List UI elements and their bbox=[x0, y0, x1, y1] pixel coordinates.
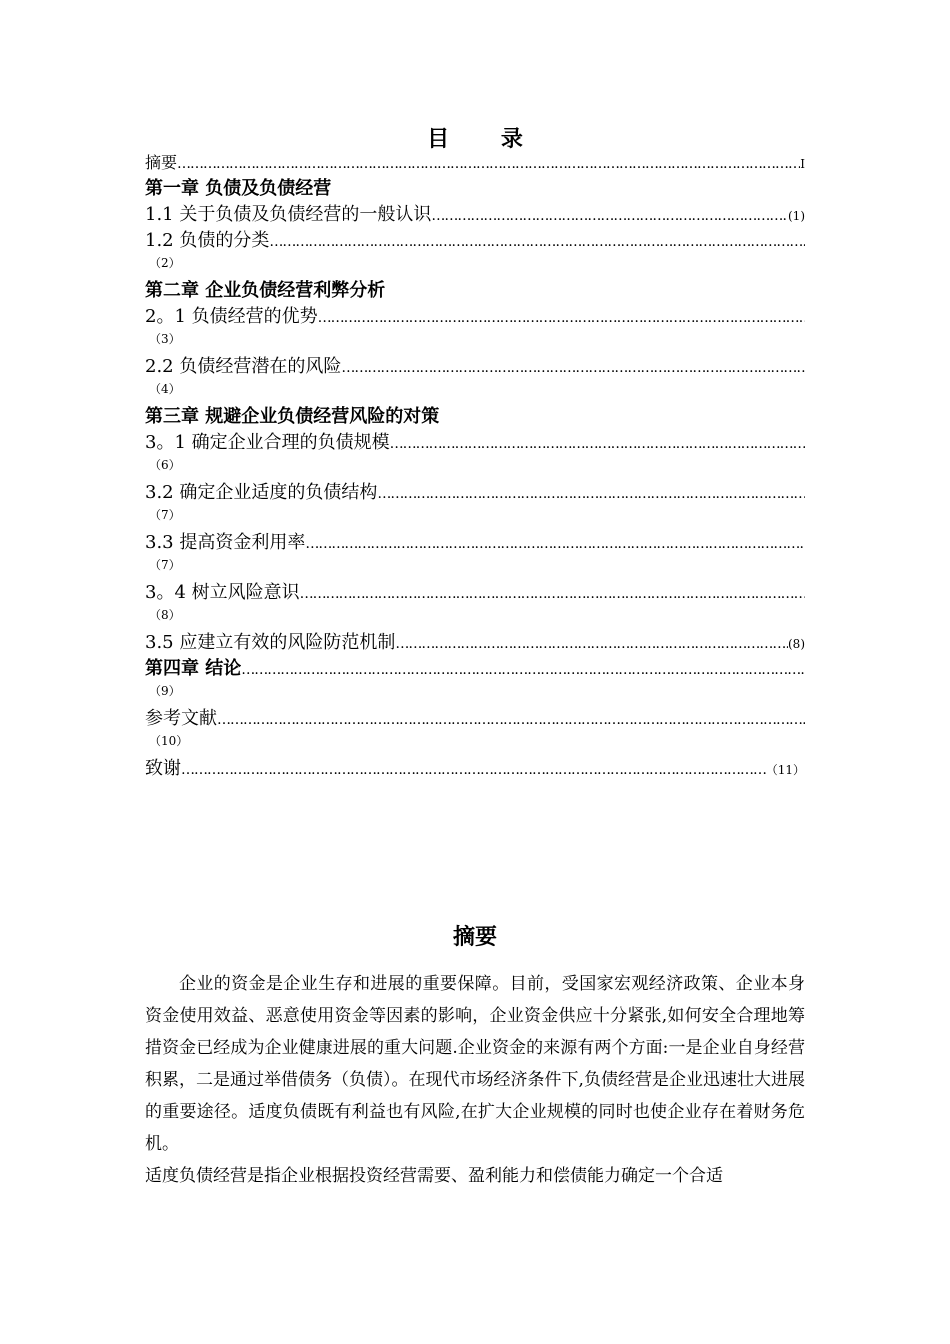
toc-entry-label: 3。1 确定企业合理的负债规模 bbox=[145, 432, 390, 453]
toc-entry-label: 3.5 应建立有效的风险防范机制 bbox=[145, 632, 396, 653]
toc-leader-dots bbox=[181, 757, 766, 782]
toc-leader-dots bbox=[300, 581, 805, 606]
toc-entry-page: （7） bbox=[149, 558, 181, 572]
toc-entry-chapter-4[interactable] bbox=[145, 656, 805, 682]
toc-entry-page: （3） bbox=[149, 332, 181, 346]
toc-entry-page: （6） bbox=[149, 458, 181, 472]
toc-entry-3-1[interactable] bbox=[145, 430, 805, 456]
toc-leader-dots bbox=[241, 657, 805, 682]
toc-entry-chapter-3[interactable] bbox=[145, 404, 805, 430]
toc-entry-label: 第一章 负债及负债经营 bbox=[145, 178, 332, 199]
abstract-paragraph: 企业的资金是企业生存和进展的重要保障。目前，受国家宏观经济政策、企业本身资金使用效益、恶意使用资金等因素的影响，企业资金供应十分紧张,如何安全合理地筹措资金已经成为企业健康进展的重大问题.企业资金的来源有两个方面:一是企业自身经营积累，二是通过举借债务（负债）。在现代市场经济条件下,负债经营是企业迅速壮大进展的重要途径。适度负债既有利益也有风险,在扩大企业规模的同时也使企业存在着财务危机。 bbox=[145, 974, 805, 1154]
toc-leader-dots bbox=[305, 531, 805, 556]
toc-title: 目 录 bbox=[427, 126, 545, 152]
abstract-body bbox=[145, 968, 805, 1192]
toc-entry-1-2[interactable] bbox=[145, 228, 805, 254]
toc-entry-page: （11） bbox=[765, 763, 805, 777]
toc-entry-label: 第三章 规避企业负债经营风险的对策 bbox=[145, 406, 440, 427]
toc-entry-label: 3。4 树立风险意识 bbox=[145, 582, 300, 603]
toc-entry-page: （8） bbox=[149, 608, 181, 622]
abstract-paragraph: 适度负债经营是指企业根据投资经营需要、盈利能力和偿债能力确定一个合适 bbox=[145, 1166, 723, 1186]
toc-leader-dots bbox=[318, 305, 805, 330]
toc-entry-label: 3.2 确定企业适度的负债结构 bbox=[145, 482, 378, 503]
toc-entry-page: （4） bbox=[149, 382, 181, 396]
toc-entry-page: (8) bbox=[788, 637, 805, 651]
toc-entry-references[interactable] bbox=[145, 706, 805, 732]
toc-entry-page: （9） bbox=[149, 684, 181, 698]
toc-entry-label: 1.1 关于负债及负债经营的一般认识 bbox=[145, 204, 432, 225]
toc-entry-label: 3.3 提高资金利用率 bbox=[145, 532, 306, 553]
toc-entry-1-1[interactable] bbox=[145, 202, 805, 228]
toc-leader-dots bbox=[377, 481, 805, 506]
toc-entry-label: 第二章 企业负债经营利弊分析 bbox=[145, 280, 386, 301]
toc-entry-3-5[interactable] bbox=[145, 630, 805, 656]
toc-leader-dots bbox=[390, 431, 805, 456]
toc-entry-acknowledgements[interactable] bbox=[145, 756, 805, 782]
toc-entry-abstract[interactable] bbox=[145, 150, 805, 176]
toc-entry-3-2[interactable] bbox=[145, 480, 805, 506]
abstract-title: 摘要 bbox=[452, 925, 497, 950]
toc-entry-page: I bbox=[800, 157, 805, 171]
toc-entry-page: （10） bbox=[149, 734, 189, 748]
toc-leader-dots bbox=[431, 203, 788, 228]
toc-entry-page: (1) bbox=[788, 209, 805, 223]
toc-entry-chapter-1[interactable] bbox=[145, 176, 805, 202]
toc-entry-chapter-2[interactable] bbox=[145, 278, 805, 304]
toc-entry-label: 第四章 结论 bbox=[145, 658, 242, 679]
toc-entry-3-4[interactable] bbox=[145, 580, 805, 606]
toc-leader-dots bbox=[217, 707, 805, 732]
toc-leader-dots bbox=[177, 151, 800, 176]
toc-entry-label: 2。1 负债经营的优势 bbox=[145, 306, 318, 327]
toc-leader-dots bbox=[269, 229, 805, 254]
toc-entry-2-1[interactable] bbox=[145, 304, 805, 330]
toc-entry-page: （7） bbox=[149, 508, 181, 522]
toc-entry-label: 摘要 bbox=[145, 153, 178, 172]
toc-entry-page: （2） bbox=[149, 256, 181, 270]
toc-entry-label: 致谢 bbox=[145, 758, 181, 779]
toc-entry-3-3[interactable] bbox=[145, 530, 805, 556]
toc-entry-label: 2.2 负债经营潜在的风险 bbox=[145, 356, 342, 377]
toc-entry-label: 1.2 负债的分类 bbox=[145, 230, 270, 251]
toc-leader-dots bbox=[341, 355, 805, 380]
table-of-contents bbox=[145, 150, 805, 782]
toc-leader-dots bbox=[395, 631, 788, 656]
toc-entry-label: 参考文献 bbox=[145, 708, 217, 729]
toc-entry-2-2[interactable] bbox=[145, 354, 805, 380]
